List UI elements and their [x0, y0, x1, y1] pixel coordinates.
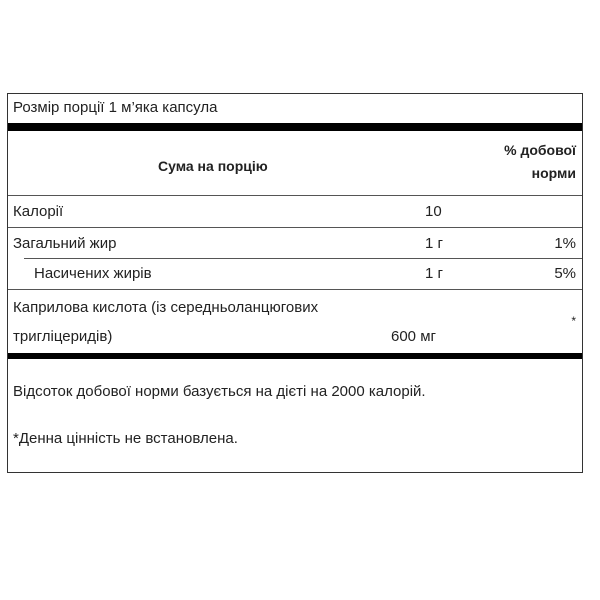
footnote-daily-value: Відсоток добової норми базується на дієті на 2000 калорій. [13, 383, 426, 400]
row-caprylic-acid-dv: * [571, 314, 576, 328]
row-saturated-fat-amount: 1 г [425, 265, 443, 282]
row-calories-amount: 10 [425, 203, 442, 220]
amount-per-serving-header: Сума на порцію [158, 158, 268, 174]
row-caprylic-acid-name-line2: тригліцеридів) [13, 328, 113, 345]
row-caprylic-acid-name-line1: Каприлова кислота (із середньоланцюгових [13, 299, 319, 316]
row-total-fat-name: Загальний жир [13, 235, 117, 252]
divider [24, 258, 582, 259]
row-total-fat-dv: 1% [554, 235, 576, 252]
nutrition-facts-panel [7, 93, 583, 473]
footnote-not-established: *Денна цінність не встановлена. [13, 430, 238, 447]
divider [8, 289, 582, 290]
divider [8, 195, 582, 196]
serving-size: Розмір порції 1 м’яка капсула [13, 99, 218, 116]
row-total-fat-amount: 1 г [425, 235, 443, 252]
row-calories-name: Калорії [13, 203, 64, 220]
daily-value-header-line1: % добової [504, 142, 576, 158]
thick-divider [8, 123, 582, 131]
row-saturated-fat-name: Насичених жирів [34, 265, 152, 282]
row-caprylic-acid-amount: 600 мг [391, 328, 436, 345]
daily-value-header-line2: норми [531, 165, 576, 181]
thick-divider [8, 353, 582, 359]
divider [8, 227, 582, 228]
row-saturated-fat-dv: 5% [554, 265, 576, 282]
